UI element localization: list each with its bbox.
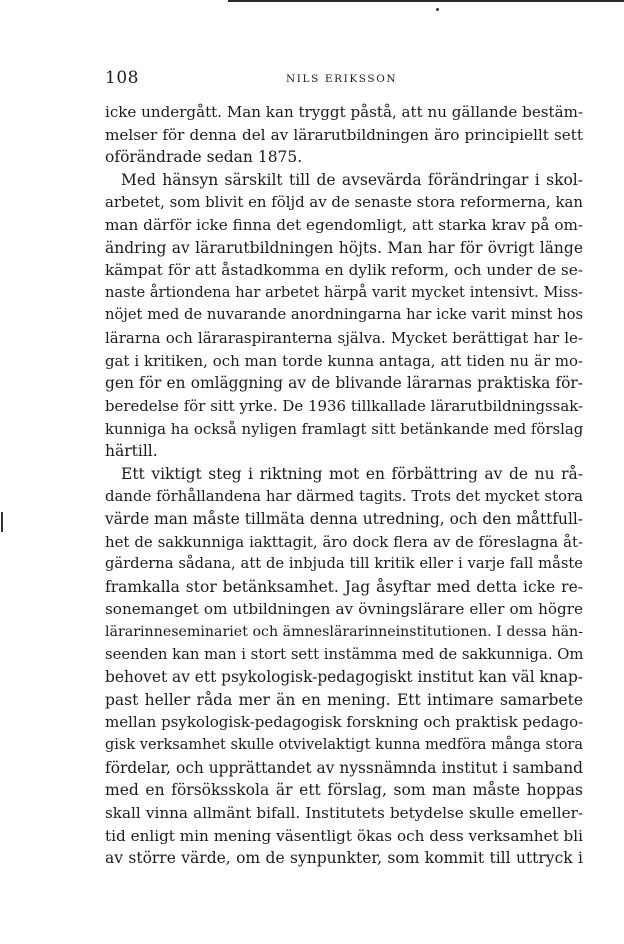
text-line: het de sakkunniga iakttagit, äro dock flera av de föreslagna åt- [105, 532, 583, 551]
text-line: melser för denna del av lärarutbildningen äro principiellt sett [105, 125, 583, 144]
text-line: gat i kritiken, och man torde kunna antaga, att tiden nu är mo- [105, 351, 583, 370]
text-line: gisk verksamhet skulle otvivelaktigt kunna medföra många stora [105, 737, 583, 754]
text-line: oförändrade sedan 1875. [105, 148, 303, 167]
text-line: med en försöksskola är ett förslag, som man måste hoppas [105, 781, 583, 800]
text-line: icke undergått. Man kan tryggt påstå, att nu gällande bestäm- [105, 103, 583, 121]
text-line: lärarinneseminariet och ämneslärarinneinstitutionen. I dessa hän- [105, 624, 583, 641]
text-line: ändring av lärarutbildningen höjts. Man har för övrigt länge [105, 238, 583, 257]
body-text [105, 101, 583, 870]
text-line: man därför icke finna det egendomligt, att starka krav på om- [105, 216, 583, 235]
text-line: naste årtiondena har arbetet härpå varit mycket intensivt. Miss- [105, 283, 583, 301]
text-line: arbetet, som blivit en följd av de senaste stora reformerna, kan [105, 193, 583, 212]
paragraph-start-line: Med hänsyn särskilt till de avsevärda förändringar i skol- [121, 170, 583, 189]
text-line: värde man måste tillmäta denna utredning, och den måttfull- [105, 509, 583, 528]
text-line: tid enligt min mening väsentligt ökas och dess verksamhet bli [105, 826, 583, 845]
text-line: behovet av ett psykologisk-pedagogiskt institut kan väl knap- [105, 668, 583, 687]
scan-speck [436, 8, 439, 11]
text-line: härtill. [105, 442, 158, 461]
text-line: mellan psykologisk-pedagogisk forskning och praktisk pedago- [105, 713, 584, 732]
text-line: gen för en omläggning av de blivande lärarnas praktiska för- [105, 374, 583, 393]
text-line: av större värde, om de synpunkter, som kommit till uttryck i [105, 849, 583, 868]
text-line: dande förhållandena har därmed tagits. Trots det mycket stora [105, 487, 583, 506]
text-line: lärarna och läraraspiranterna själva. Mycket berättigat har le- [105, 329, 583, 348]
text-line: beredelse för sitt yrke. De 1936 tillkallade lärarutbildningssak- [105, 396, 583, 415]
text-line: seenden kan man i stort sett instämma med de sakkunniga. Om [105, 645, 584, 663]
text-line: sonemanget om utbildningen av övningslärare eller om högre [105, 600, 583, 619]
text-line: kämpat för att åstadkomma en dylik reform, och under de se- [105, 261, 583, 280]
page-number: 108 [105, 68, 139, 88]
text-line: skall vinna allmänt bifall. Institutets betydelse skulle emeller- [105, 803, 583, 822]
paragraph-start-line: Ett viktigt steg i riktning mot en förbättring av de nu rå- [121, 464, 583, 483]
left-edge-mark [1, 512, 3, 532]
text-line: past heller råda mer än en mening. Ett intimare samarbete [105, 690, 583, 709]
top-edge-rule [228, 0, 624, 2]
text-line: framkalla stor betänksamhet. Jag åsyftar med detta icke re- [105, 577, 583, 596]
text-line: kunniga ha också nyligen framlagt sitt betänkande med förslag [105, 419, 584, 438]
running-head: NILS ERIKSSON [286, 73, 398, 85]
text-line: fördelar, och upprättandet av nyssnämnda institut i samband [105, 758, 583, 777]
text-line: gärderna sådana, att de inbjuda till kritik eller i varje fall måste [105, 555, 583, 573]
text-line: nöjet med de nuvarande anordningarna har icke varit minst hos [105, 306, 583, 324]
